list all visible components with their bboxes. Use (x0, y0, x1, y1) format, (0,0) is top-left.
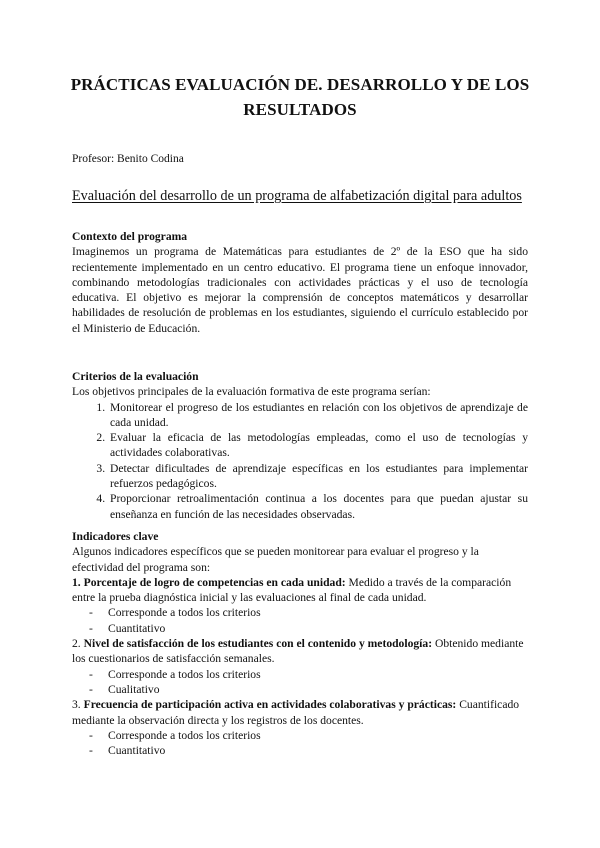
professor-line: Profesor: Benito Codina (72, 153, 184, 165)
indicators-section (72, 529, 528, 758)
indicator-desc: Cuantificado mediante la observación directa y los registros de los docentes. (72, 698, 520, 727)
indicators-intro: Algunos indicadores específicos que se pueden monitorear para evaluar el progreso y la efectividad del programa son: (72, 545, 479, 574)
bullet-item: - Corresponde a todos los criterios (72, 605, 528, 620)
indicator-2-bullets (72, 667, 528, 698)
criteria-item: 1. Monitorear el progreso de los estudiantes en relación con los objetivos de aprendizaje de cada unidad. (108, 400, 528, 431)
context-body: Imaginemos un programa de Matemáticas para estudiantes de 2º de la ESO que ha sido recientemente implementado en un centro educativo. El programa tiene un enfoque innovador, combinando metodologías tradicionales con actividades prácticas y el uso de tecnología educativa. El objetivo es mejorar la comprensión de conceptos matemáticos y desarrollar habilidades de resolución de problemas en los estudiantes, siguiendo el currículo establecido por el Ministerio de Educación. (72, 245, 528, 335)
document-title: PRÁCTICAS EVALUACIÓN DE. DESARROLLO Y DE LOS RESULTADOS (70, 75, 530, 119)
criteria-list (72, 400, 528, 522)
indicator-desc: Medido a través de la comparación entre la prueba diagnóstica inicial y las evaluaciones al final de cada unidad. (72, 575, 512, 605)
indicator-name: Porcentaje de logro de competencias en cada unidad: (83, 575, 346, 589)
indicator-1 (72, 575, 528, 606)
criteria-heading: Criterios de la evaluación (72, 370, 199, 383)
indicator-number: 1. (72, 575, 81, 589)
criteria-intro: Los objetivos principales de la evaluación formativa de este programa serían: (72, 385, 431, 399)
criteria-item: 2. Evaluar la eficacia de las metodologías empleadas, como el uso de tecnologías y actividades colaborativas. (108, 430, 528, 461)
context-heading: Contexto del programa (72, 230, 188, 243)
indicator-number: 3. (72, 698, 81, 712)
context-section (72, 229, 528, 336)
criteria-item: 3. Detectar dificultades de aprendizaje específicas en los estudiantes para implementar refuerzos pedagógicos. (108, 461, 528, 492)
document-subtitle: Evaluación del desarrollo de un programa de alfabetización digital para adultos (72, 188, 522, 204)
indicator-number: 2. (72, 637, 81, 651)
bullet-item: - Corresponde a todos los criterios (72, 667, 528, 682)
bullet-item: - Cuantitativo (72, 621, 528, 636)
indicator-name: Frecuencia de participación activa en actividades colaborativas y prácticas: (83, 698, 457, 712)
indicator-2 (72, 636, 528, 667)
criteria-item: 4. Proporcionar retroalimentación continua a los docentes para que puedan ajustar su enseñanza en función de las necesidades observadas. (108, 491, 528, 522)
indicator-3 (72, 697, 528, 728)
bullet-item: - Cualitativo (72, 682, 528, 697)
indicator-desc: Obtenido mediante los cuestionarios de satisfacción semanales. (72, 637, 524, 666)
indicator-1-bullets (72, 605, 528, 636)
indicators-heading: Indicadores clave (72, 530, 159, 543)
indicator-name: Nivel de satisfacción de los estudiantes con el contenido y metodología: (83, 637, 433, 651)
criteria-section (72, 369, 528, 522)
indicator-3-bullets (72, 728, 528, 759)
bullet-item: - Corresponde a todos los criterios (72, 728, 528, 743)
bullet-item: - Cuantitativo (72, 743, 528, 758)
